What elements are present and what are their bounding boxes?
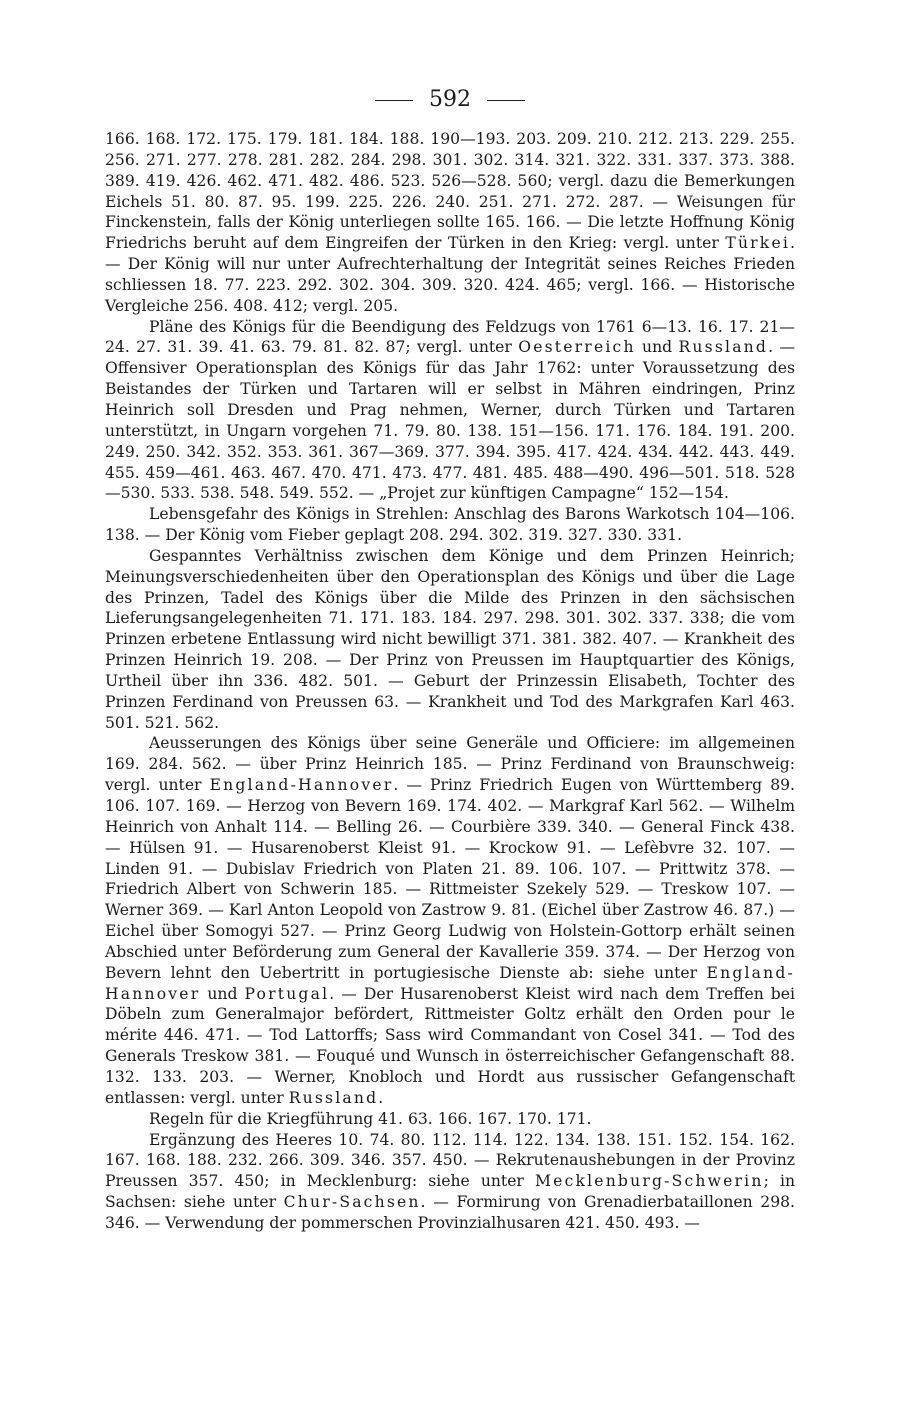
text-run: . — Formirung von Grenadierbataillonen 298. 346. — Verwendung der pommerschen Provinzialhusaren 421. 450. 493. — xyxy=(105,1193,795,1232)
page-number: 592 xyxy=(429,87,471,112)
index-text-body xyxy=(105,129,795,1234)
cross-reference: Mecklenburg-Schwerin xyxy=(535,1172,764,1191)
text-run: Regeln für die Kriegführung 41. 63. 166. 167. 170. 171. xyxy=(149,1109,592,1128)
cross-reference: Portugal xyxy=(244,984,330,1003)
text-run: und xyxy=(635,338,679,357)
cross-reference: Russland xyxy=(288,1088,379,1107)
cross-reference: Oesterreich xyxy=(518,338,636,357)
header-rule-right xyxy=(487,100,525,101)
text-run: . — Der Husarenoberst Kleist wird nach dem Treffen bei Döbeln zum Generalmajor befördert, Rittmeister Goltz erhält den Orden pour le mérite 446. 471. — Tod Lattorffs; Sass wird Commandant von Cosel 341. — Tod des Generals Treskow 381. — Fouqué und Wunsch in österreichischer Gefangenschaft 88. 132. 133. 203. — Werner, Knobloch und Hordt aus russischer Gefangenschaft entlassen: vergl. unter xyxy=(105,984,795,1107)
text-run: . — Prinz Friedrich Eugen von Württemberg 89. 106. 107. 169. — Herzog von Bevern 169. 174. 402. — Markgraf Karl 562. — Wilhelm Heinrich von Anhalt 114. — Belling 26. — Courbière 339. 340. — General Finck 438. — Hülsen 91. — Husarenoberst Kleist 91. — Krockow 91. — Lefèbvre 32. 107. — Linden 91. — Dubislav Friedrich von Platen 21. 89. 106. 107. — Prittwitz 378. — Friedrich Albert von Schwerin 185. — Rittmeister Szekely 529. — Treskow 107. — Werner 369. — Karl Anton Leopold von Zastrow 9. 81. (Eichel über Zastrow 46. 87.) — Eichel über Somogyi 527. — Prinz Georg Ludwig von Holstein-Gottorp erhält seinen Abschied unter Beförderung zum General der Kavallerie 359. 374. — Der Herzog von Bevern lehnt den Uebertritt in portugiesische Dienste ab: siehe unter xyxy=(105,776,796,982)
index-paragraph xyxy=(105,546,795,734)
header-rule-left xyxy=(375,100,413,101)
text-run: . — Der König will nur unter Aufrechterhaltung der Integrität seines Reiches Frieden schliessen 18. 77. 223. 292. 302. 304. 309. 320. 424. 465; vergl. 166. — Historische Vergleiche 256. 408. 412; vergl. 205. xyxy=(105,234,795,315)
text-run: ; in Sachsen: siehe unter xyxy=(105,1172,795,1212)
text-run: und xyxy=(200,984,245,1003)
text-run: Lebensgefahr des Königs in Strehlen: Anschlag des Barons Warkotsch 104—106. 138. — Der König vom Fieber geplagt 208. 294. 302. 319. 327. 330. 331. xyxy=(105,505,795,545)
cross-reference: England-Hannover xyxy=(105,963,795,1003)
cross-reference: Türkei xyxy=(725,234,791,253)
text-run: Ergänzung des Heeres 10. 74. 80. 112. 114. 122. 134. 138. 151. 152. 154. 162. 167. 168. 188. 232. 266. 309. 346. 357. 450. — Rekrutenaushebungen in der Provinz Preussen 357. 450; in Mecklenburg: siehe unter xyxy=(105,1130,795,1191)
text-run: . xyxy=(378,1088,384,1107)
index-paragraph xyxy=(105,504,795,546)
cross-reference: Chur-Sachsen xyxy=(283,1193,421,1212)
page-header xyxy=(0,88,900,112)
text-run: Pläne des Königs für die Beendigung des Feldzugs von 1761 6—13. 16. 17. 21—24. 27. 31. 39. 41. 63. 79. 81. 82. 87; vergl. unter xyxy=(105,317,795,357)
text-run: 166. 168. 172. 175. 179. 181. 184. 188. 190—193. 203. 209. 210. 212. 213. 229. 255. 256. 271. 277. 278. 281. 282. 284. 298. 301. 302. 314. 321. 322. 331. 337. 373. 388. 389. 419. 426. 462. 471. 482. 486. 523. 526—528. 560; vergl. dazu die Bemerkungen Eichels 51. 80. 87. 95. 199. 225. 226. 240. 251. 271. 272. 287. — Weisungen für Finckenstein, falls der König unterliegen sollte 165. 166. — Die letzte Hoffnung König Friedrichs beruht auf dem Eingreifen der Türken in den Krieg: vergl. unter xyxy=(105,130,795,253)
cross-reference: Russland xyxy=(678,338,769,357)
text-run: . — Offensiver Operationsplan des Königs für das Jahr 1762: unter Voraussetzung des Beistandes der Türken und Tartaren will er selbst in Mähren eindringen, Prinz Heinrich soll Dresden und Prag nehmen, Werner, durch Türken und Tartaren unterstützt, in Ungarn vorgehen 71. 79. 80. 138. 151—156. 171. 176. 184. 191. 200. 249. 250. 342. 352. 353. 361. 367—369. 377. 394. 395. 417. 424. 434. 442. 443. 449. 455. 459—461. 463. 467. 470. 471. 473. 477. 481. 485. 488—490. 496—501. 518. 528—530. 533. 538. 548. 549. 552. — „Projet zur künftigen Campagne“ 152—154. xyxy=(105,338,796,503)
index-paragraph xyxy=(105,1130,795,1234)
cross-reference: England-Hannover xyxy=(209,776,394,795)
index-paragraph xyxy=(105,1109,795,1130)
index-paragraph xyxy=(105,129,795,317)
index-paragraph xyxy=(105,317,795,505)
text-run: Aeusserungen des Königs über seine Generäle und Officiere: im allgemeinen 169. 284. 562. — über Prinz Heinrich 185. — Prinz Ferdinand von Braunschweig: vergl. unter xyxy=(105,734,795,795)
text-run: Gespanntes Verhältniss zwischen dem Könige und dem Prinzen Heinrich; Meinungsverschiedenheiten über den Operationsplan des Königs und über die Lage des Prinzen, Tadel des Königs über die Milde des Prinzen in den sächsischen Lieferungsangelegenheiten 71. 171. 183. 184. 297. 298. 301. 302. 337. 338; die vom Prinzen erbetene Entlassung wird nicht bewilligt 371. 381. 382. 407. — Krankheit des Prinzen Heinrich 19. 208. — Der Prinz von Preussen im Hauptquartier des Königs, Urtheil über ihn 336. 482. 501. — Geburt der Prinzessin Elisabeth, Tochter des Prinzen Ferdinand von Preussen 63. — Krankheit und Tod des Markgrafen Karl 463. 501. 521. 562. xyxy=(105,546,795,732)
index-paragraph xyxy=(105,733,795,1108)
